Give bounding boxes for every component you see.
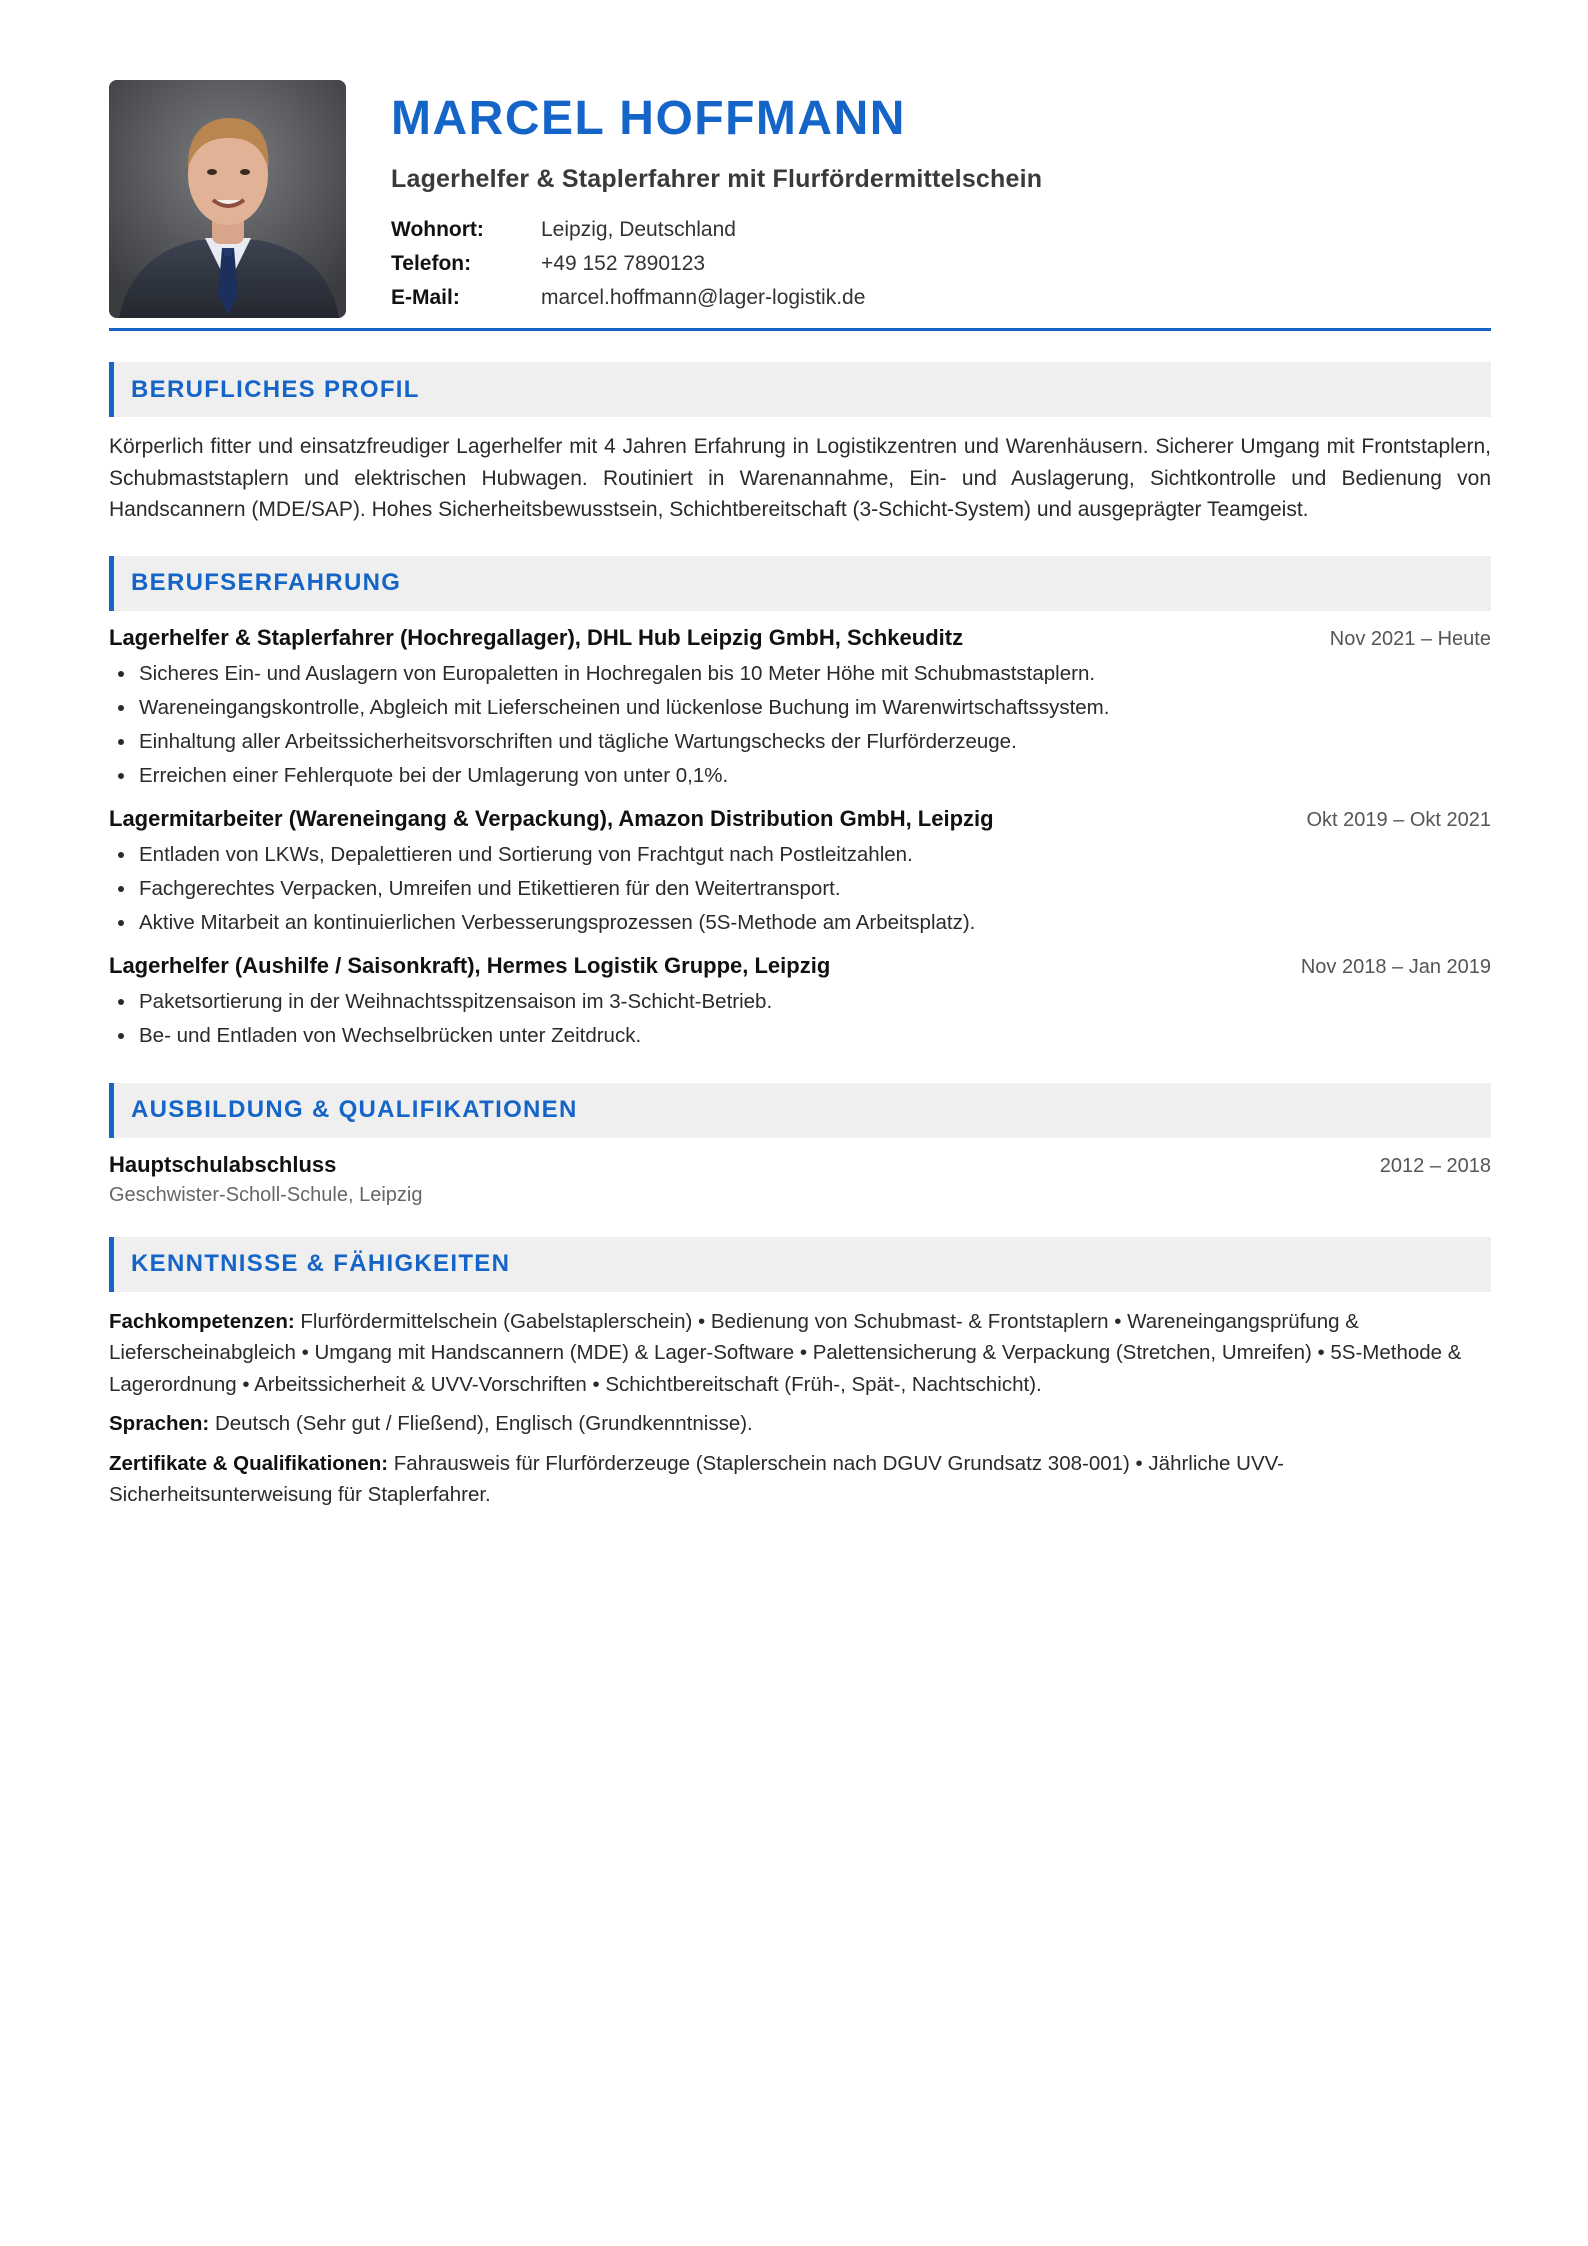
bullet-item: • Paketsortierung in der Weihnachtsspitzensaison im 3-Schicht-Betrieb. <box>137 985 1491 1019</box>
profile-photo <box>109 80 346 318</box>
education-date: 2012 – 2018 <box>1379 1154 1491 1177</box>
job-date: Nov 2018 – Jan 2019 <box>1300 955 1491 978</box>
bullet-item: • Erreichen einer Fehlerquote bei der Umlagerung von unter 0,1%. <box>137 759 1491 793</box>
bullet-item: • Sicheres Ein- und Auslagern von Europaletten in Hochregalen bis 10 Meter Höhe mit Schubmaststaplern. <box>137 657 1491 691</box>
bullet-item: • Wareneingangskontrolle, Abgleich mit Lieferscheinen und lückenlose Buchung im Warenwirtschaftssystem. <box>137 691 1491 725</box>
education-entry <box>109 1152 1491 1207</box>
resume-header <box>109 80 1491 319</box>
location-value: Leipzig, Deutschland <box>541 218 736 241</box>
bullet-item: • Einhaltung aller Arbeitssicherheitsvorschriften und tägliche Wartungschecks der Flurförderzeuge. <box>137 725 1491 759</box>
job-entry <box>109 625 1491 793</box>
bullet-item: • Be- und Entladen von Wechselbrücken unter Zeitdruck. <box>137 1019 1491 1053</box>
job-bullets <box>109 838 1491 940</box>
skill-text: Flurfördermittelschein (Gabelstaplerschein) • Bedienung von Schubmast- & Frontstaplern • Wareneingangsprüfung & Lieferscheinabgleich • Umgang mit Handscannern (MDE) & Lager-Software • Palettensicherung & Verpackung (Stretchen, Umreifen) • 5S-Methode & Lagerordnung • Arbeitssicherheit & UVV-Vorschriften • Schichtbereitschaft (Früh-, Spät-, Nachtschicht). <box>109 1309 1462 1396</box>
job-title: Lagermitarbeiter (Wareneingang & Verpackung), Amazon Distribution GmbH, Leipzig <box>109 805 994 831</box>
job-header <box>109 806 1491 832</box>
skills-list <box>109 1306 1491 1511</box>
job-title: Lagerhelfer (Aushilfe / Saisonkraft), Hermes Logistik Gruppe, Leipzig <box>109 952 831 978</box>
skill-text: Fahrausweis für Flurförderzeuge (Staplerschein nach DGUV Grundsatz 308-001) • Jährliche UVV-Sicherheitsunterweisung für Staplerfahrer. <box>109 1451 1284 1506</box>
skill-row-expertise <box>109 1306 1491 1401</box>
profile-text: Körperlich fitter und einsatzfreudiger Lagerhelfer mit 4 Jahren Erfahrung in Logistikzentren und Warenhäusern. Sicherer Umgang mit Frontstaplern, Schubmaststaplern und elektrischen Hubwagen. Routiniert in Warenannahme, Ein- und Auslagerung, Sichtkontrolle und Bedienung von Handscannern (MDE/SAP). Hohes Sicherheitsbewusstsein, Schichtbereitschaft (3-Schicht-System) und ausgeprägter Teamgeist. <box>109 435 1491 521</box>
header-divider <box>109 328 1491 331</box>
education-header <box>109 1152 1491 1178</box>
job-header <box>109 953 1491 979</box>
contact-label: E-Mail: <box>391 286 460 309</box>
bullet-item: • Fachgerechtes Verpacken, Umreifen und Etikettieren für den Weitertransport. <box>137 872 1491 906</box>
contact-label: Wohnort: <box>391 218 484 241</box>
skill-text: Deutsch (Sehr gut / Fließend), Englisch (Grundkenntnisse). <box>214 1412 753 1435</box>
job-entry <box>109 953 1491 1053</box>
job-entry <box>109 806 1491 940</box>
contact-row-email <box>391 281 1042 315</box>
section-heading-experience: BERUFSERFAHRUNG <box>109 556 1491 611</box>
bullet-item: • Entladen von LKWs, Depalettieren und Sortierung von Frachtgut nach Postleitzahlen. <box>137 838 1491 872</box>
education-degree: Hauptschulabschluss <box>109 1151 337 1177</box>
skill-label: Zertifikate & Qualifikationen: <box>109 1451 394 1475</box>
header-text <box>391 80 1042 315</box>
job-date: Okt 2019 – Okt 2021 <box>1306 808 1491 831</box>
candidate-name: MARCEL HOFFMANN <box>391 92 906 145</box>
section-heading-profile: BERUFLICHES PROFIL <box>109 362 1491 417</box>
contact-info <box>391 213 1042 315</box>
section-heading-skills: KENNTNISSE & FÄHIGKEITEN <box>109 1237 1491 1292</box>
contact-label: Telefon: <box>391 252 472 275</box>
education-school: Geschwister-Scholl-Schule, Leipzig <box>109 1183 423 1206</box>
skill-label: Sprachen: <box>109 1412 215 1435</box>
job-bullets <box>109 657 1491 793</box>
skill-row-languages <box>109 1408 1491 1440</box>
contact-row-phone <box>391 247 1042 281</box>
bullet-item: • Aktive Mitarbeit an kontinuierlichen Verbesserungsprozessen (5S-Methode am Arbeitsplatz). <box>137 906 1491 940</box>
job-title: Lagerhelfer & Staplerfahrer (Hochregallager), DHL Hub Leipzig GmbH, Schkeuditz <box>109 624 964 650</box>
phone-value: +49 152 7890123 <box>541 252 706 275</box>
contact-row-location <box>391 213 1042 247</box>
job-date: Nov 2021 – Heute <box>1329 627 1491 650</box>
job-bullets <box>109 985 1491 1053</box>
skill-label: Fachkompetenzen: <box>109 1309 301 1333</box>
skill-row-certificates <box>109 1448 1491 1511</box>
email-value: marcel.hoffmann@lager-logistik.de <box>541 286 866 309</box>
job-header <box>109 625 1491 651</box>
resume-page <box>109 80 1491 1519</box>
candidate-title: Lagerhelfer & Staplerfahrer mit Flurfördermittelschein <box>391 165 1043 193</box>
section-heading-education: AUSBILDUNG & QUALIFIKATIONEN <box>109 1083 1491 1138</box>
